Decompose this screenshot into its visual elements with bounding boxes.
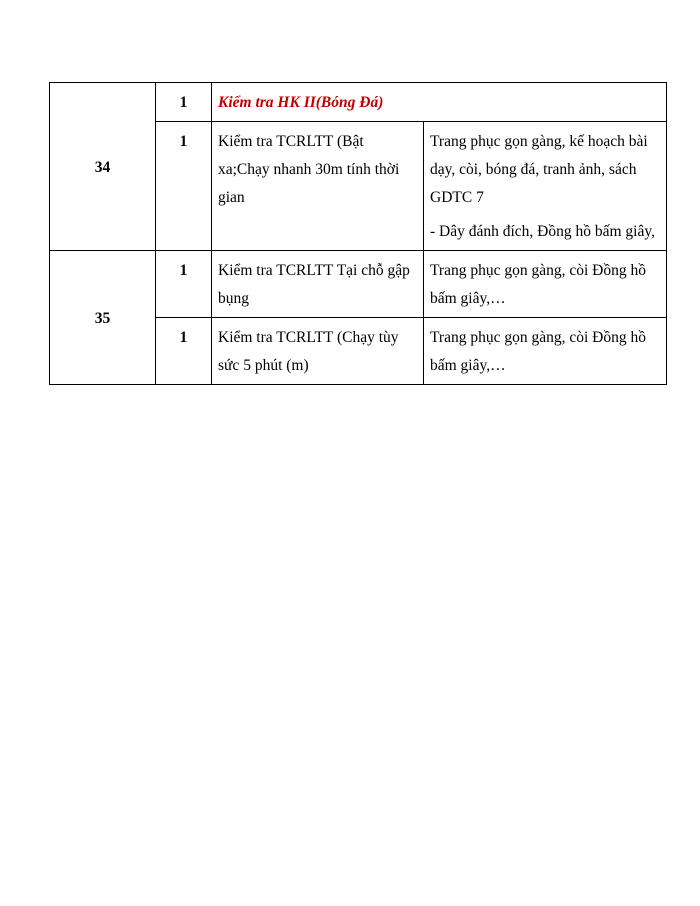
lesson-content-cell: Kiểm tra TCRLTT Tại chỗ gập bụng	[212, 251, 424, 318]
table-row	[50, 83, 667, 122]
lesson-content-cell: Kiểm tra TCRLTT (Bật xa;Chạy nhanh 30m tính thời gian	[212, 122, 424, 251]
exam-title-cell: Kiểm tra HK II(Bóng Đá)	[212, 83, 667, 122]
lesson-content-cell: Kiểm tra TCRLTT (Chạy tùy sức 5 phút (m)	[212, 318, 424, 385]
lesson-plan-table	[49, 82, 667, 385]
periods-cell: 1	[156, 83, 212, 122]
week-number-cell: 35	[50, 251, 156, 385]
table-row	[50, 251, 667, 318]
equipment-line: Trang phục gọn gàng, còi Đồng hồ bấm giây,…	[430, 262, 646, 307]
equipment-line: Trang phục gọn gàng, còi Đồng hồ bấm giây,…	[430, 329, 646, 374]
equipment-cell	[424, 251, 667, 318]
periods-cell: 1	[156, 122, 212, 251]
equipment-line: - Dây đánh đích, Đồng hồ bấm giây,	[430, 223, 655, 240]
equipment-line: Trang phục gọn gàng, kế hoạch bài dạy, còi, bóng đá, tranh ảnh, sách GDTC 7	[430, 133, 648, 206]
periods-cell: 1	[156, 251, 212, 318]
equipment-cell	[424, 122, 667, 251]
equipment-cell	[424, 318, 667, 385]
periods-cell: 1	[156, 318, 212, 385]
week-number-cell: 34	[50, 83, 156, 251]
